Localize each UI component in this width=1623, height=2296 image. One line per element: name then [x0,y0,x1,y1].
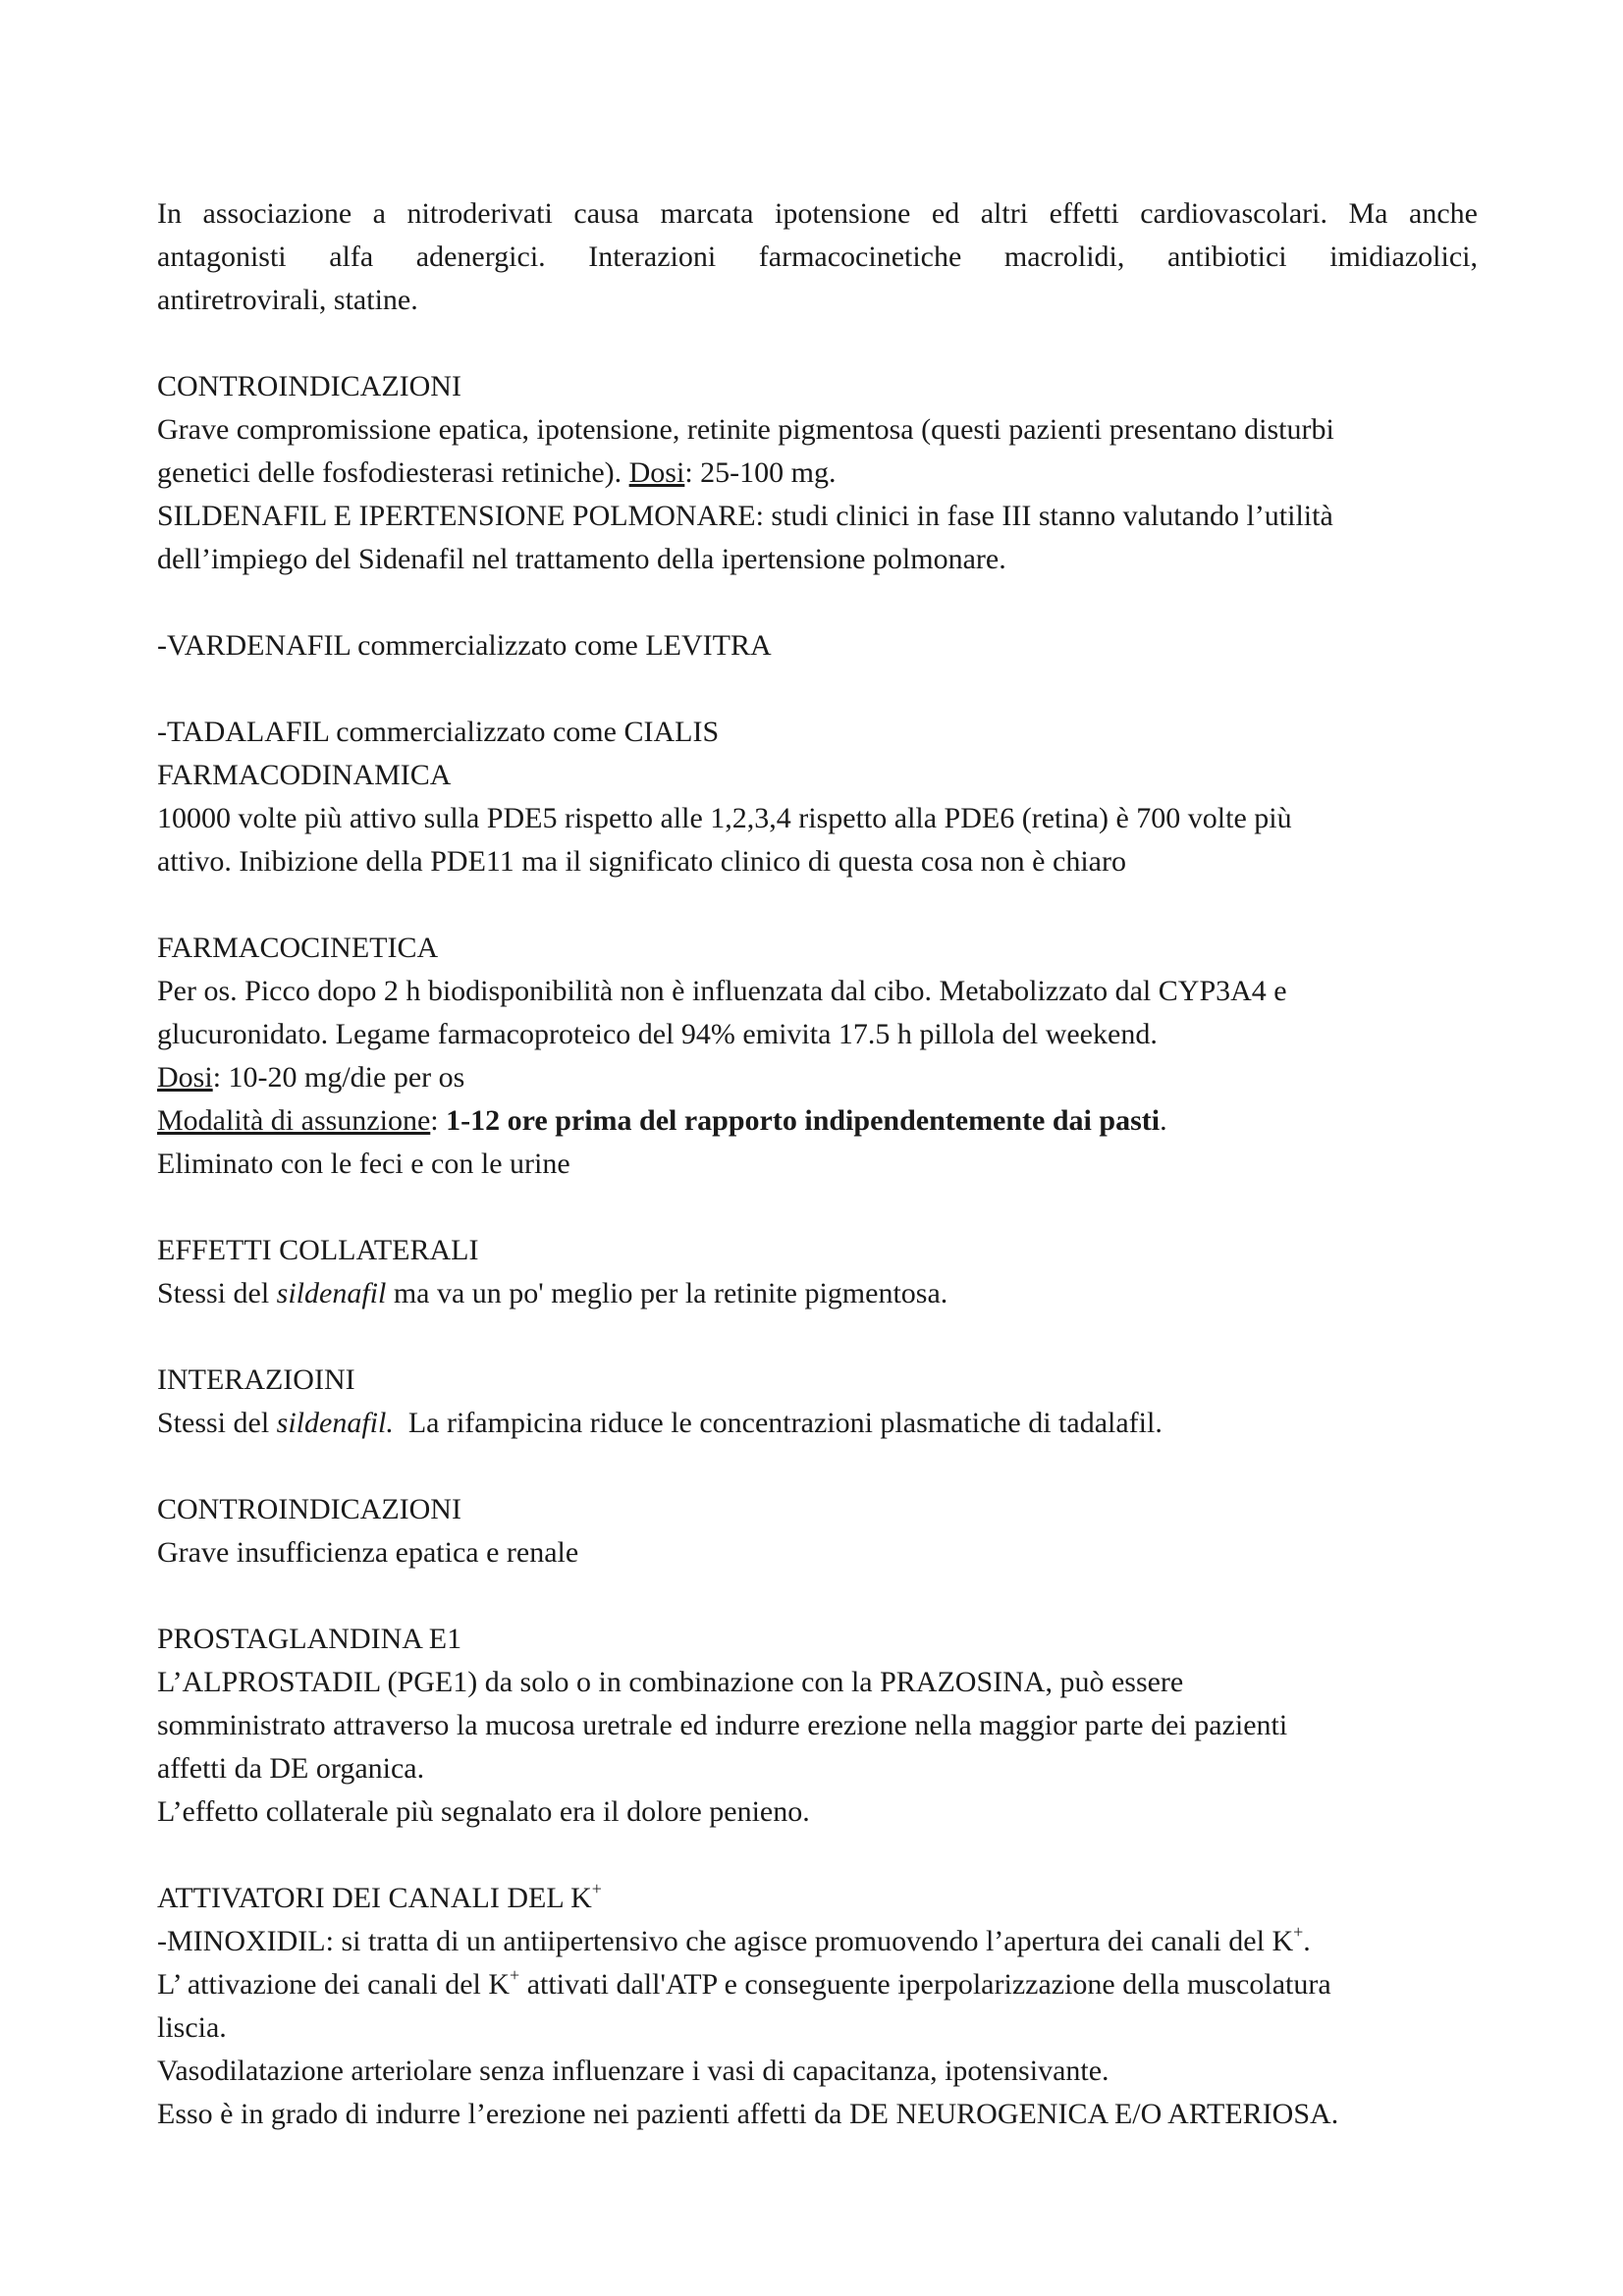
superscript-plus: + [510,1965,520,1985]
intro-paragraph [157,192,1478,322]
text-line: Esso è in grado di indurre l’erezione nei pazienti affetti da DE NEUROGENICA E/O ARTERIOSA. [157,2098,1339,2130]
text-line: Grave compromissione epatica, ipotensione, retinite pigmentosa (questi pazienti presentano disturbi [157,413,1334,446]
section-tadalafil [157,711,1478,883]
section-attivatori-canali-k [157,1877,1478,2136]
section-heading: CONTROINDICAZIONI [157,1493,461,1525]
text-line: Stessi del sildenafil ma va un po' meglio per la retinite pigmentosa. [157,1277,948,1309]
section-heading: CONTROINDICAZIONI [157,370,461,402]
section-controindicazioni-tadalafil [157,1488,1478,1575]
text-line: glucuronidato. Legame farmacoproteico del 94% emivita 17.5 h pillola del weekend. [157,1018,1158,1050]
modalita-bold: 1-12 ore prima del rapporto indipendentemente dai pasti [446,1104,1161,1137]
dosi-label: Dosi [628,456,685,489]
section-heading: FARMACOCINETICA [157,932,439,964]
section-heading: PROSTAGLANDINA E1 [157,1623,462,1655]
text-line: 10000 volte più attivo sulla PDE5 rispetto alle 1,2,3,4 rispetto alla PDE6 (retina) è 700 volte più [157,802,1292,834]
drug-name-italic: sildenafil. [276,1407,394,1439]
modalita-label: Modalità di assunzione [157,1104,431,1137]
text-line: attivo. Inibizione della PDE11 ma il significato clinico di questa cosa non è chiaro [157,845,1126,878]
text-line: Dosi: 10-20 mg/die per os [157,1061,465,1094]
section-heading: ATTIVATORI DEI CANALI DEL K+ [157,1879,602,1914]
vardenafil-line: -VARDENAFIL commercializzato come LEVITRA [157,629,772,662]
section-farmacocinetica [157,927,1478,1186]
text-line: SILDENAFIL E IPERTENSIONE POLMONARE: studi clinici in fase III stanno valutando l’utilità [157,500,1333,532]
section-controindicazioni-sildenafil [157,365,1478,581]
drug-title: -TADALAFIL commercializzato come CIALIS [157,716,720,748]
text-line: Per os. Picco dopo 2 h biodisponibilità non è influenzata dal cibo. Metabolizzato dal CYP3A4 e [157,975,1287,1007]
text-line: -MINOXIDIL: si tratta di un antiipertensivo che agisce promuovendo l’apertura dei canali del K+. [157,1922,1311,1957]
drug-name-italic: sildenafil [276,1277,387,1309]
dosi-label: Dosi [157,1061,213,1094]
superscript-plus: + [591,1879,602,1898]
text-line: antiretrovirali, statine. [157,284,418,316]
text-line: affetti da DE organica. [157,1752,425,1785]
text-line: Eliminato con le feci e con le urine [157,1148,570,1180]
text-line: liscia. [157,2011,227,2044]
section-heading: EFFETTI COLLATERALI [157,1234,479,1266]
superscript-plus: + [1293,1922,1304,1942]
text-line: genetici delle fosfodiesterasi retiniche). Dosi: 25-100 mg. [157,456,837,489]
text-line: antagonisti alfa adenergici. Interazioni farmacocinetiche macrolidi, antibiotici imidiazolici, [157,240,1478,273]
text-line: somministrato attraverso la mucosa uretrale ed indurre erezione nella maggior parte dei pazienti [157,1709,1288,1741]
document-page [157,192,1478,2136]
text-line: In associazione a nitroderivati causa marcata ipotensione ed altri effetti cardiovascolari. Ma anche [157,197,1478,230]
text-line: Grave insufficienza epatica e renale [157,1536,579,1569]
text-line: Vasodilatazione arteriolare senza influenzare i vasi di capacitanza, ipotensivante. [157,2055,1109,2087]
text-line: dell’impiego del Sidenafil nel trattamento della ipertensione polmonare. [157,543,1006,575]
text-line: L’effetto collaterale più segnalato era il dolore penieno. [157,1795,810,1828]
section-heading: INTERAZIOINI [157,1363,355,1396]
section-heading: FARMACODINAMICA [157,759,452,791]
section-prostaglandina [157,1618,1478,1834]
text-line: Modalità di assunzione: 1-12 ore prima del rapporto indipendentemente dai pasti. [157,1104,1167,1137]
text-line: L’ALPROSTADIL (PGE1) da solo o in combinazione con la PRAZOSINA, può essere [157,1666,1184,1698]
text-line: L’ attivazione dei canali del K+ attivati dall'ATP e conseguente iperpolarizzazione della muscolatura [157,1965,1331,2001]
section-interazioni [157,1359,1478,1445]
section-effetti-collaterali [157,1229,1478,1315]
text-line: Stessi del sildenafil. La rifampicina riduce le concentrazioni plasmatiche di tadalafil. [157,1407,1163,1439]
